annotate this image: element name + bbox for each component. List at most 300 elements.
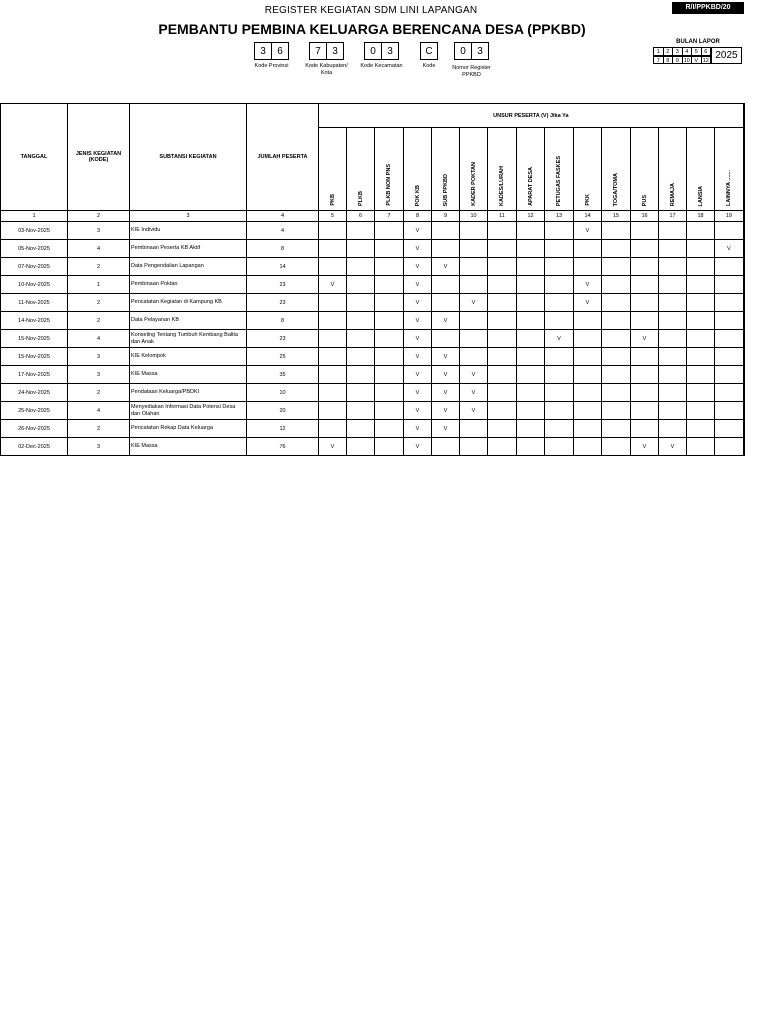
column-number: 12 xyxy=(517,211,545,222)
month-cell: 6 xyxy=(701,47,712,56)
table-row xyxy=(1,420,744,438)
header-unsur-label: LANSIA xyxy=(697,185,704,206)
cell-unsur-mark xyxy=(687,348,715,366)
cell-jenis: 2 xyxy=(68,294,130,312)
cell-unsur-mark xyxy=(432,222,460,240)
cell-unsur-mark xyxy=(517,258,545,276)
cell-unsur-mark xyxy=(319,294,347,312)
cell-unsur-mark: V xyxy=(574,276,602,294)
cell-tanggal: 05-Nov-2025 xyxy=(1,240,68,258)
cell-unsur-mark xyxy=(687,438,715,456)
cell-unsur-mark xyxy=(517,330,545,348)
cell-unsur-mark: V xyxy=(319,438,347,456)
cell-jenis: 2 xyxy=(68,384,130,402)
cell-substansi: Pencatatan Kegiatan di Kampung KB xyxy=(130,294,247,312)
column-number: 5 xyxy=(319,211,347,222)
cell-unsur-mark: V xyxy=(432,312,460,330)
kode-kecamatan xyxy=(360,42,403,69)
cell-unsur-mark: V xyxy=(404,402,432,420)
cell-jenis: 3 xyxy=(68,438,130,456)
cell-unsur-mark xyxy=(460,438,488,456)
cell-unsur-mark xyxy=(375,366,404,384)
code-digit: 0 xyxy=(364,42,382,60)
cell-jumlah: 23 xyxy=(247,330,319,348)
cell-unsur-mark xyxy=(517,294,545,312)
cell-unsur-mark xyxy=(319,348,347,366)
cell-unsur-mark xyxy=(517,222,545,240)
cell-jumlah: 8 xyxy=(247,312,319,330)
month-cell: 4 xyxy=(682,47,693,56)
cell-unsur-mark xyxy=(602,222,631,240)
cell-unsur-mark xyxy=(659,402,687,420)
cell-unsur-mark xyxy=(488,312,517,330)
cell-unsur-mark xyxy=(460,276,488,294)
cell-jenis: 4 xyxy=(68,402,130,420)
cell-unsur-mark xyxy=(375,258,404,276)
cell-unsur-mark xyxy=(687,402,715,420)
cell-unsur-mark xyxy=(687,330,715,348)
cell-unsur-mark xyxy=(659,222,687,240)
header-unsur-column xyxy=(347,128,375,211)
cell-unsur-mark: V xyxy=(404,240,432,258)
table-row xyxy=(1,384,744,402)
header-unsur-column xyxy=(659,128,687,211)
cell-unsur-mark xyxy=(602,330,631,348)
code-label: Kode Kabupaten/ Kota xyxy=(305,63,348,76)
cell-unsur-mark: V xyxy=(432,384,460,402)
cell-substansi: Menyediakan Informasi Data Potensi Desa dan Olahan xyxy=(130,402,247,420)
cell-unsur-mark xyxy=(715,294,744,312)
cell-unsur-mark xyxy=(488,420,517,438)
cell-unsur-mark xyxy=(432,276,460,294)
month-cell: 10 xyxy=(682,56,693,65)
cell-unsur-mark xyxy=(347,330,375,348)
bulan-lapor-title: BULAN LAPOR xyxy=(676,39,720,45)
header-unsur-label: LAINNYA ....... xyxy=(725,170,732,206)
cell-tanggal: 10-Nov-2025 xyxy=(1,276,68,294)
cell-jumlah: 8 xyxy=(247,240,319,258)
cell-jenis: 3 xyxy=(68,348,130,366)
header-jumlah: JUMLAH PESERTA xyxy=(247,104,319,211)
cell-unsur-mark xyxy=(687,420,715,438)
cell-unsur-mark xyxy=(545,402,574,420)
cell-tanggal: 15-Nov-2025 xyxy=(1,348,68,366)
cell-unsur-mark xyxy=(488,258,517,276)
cell-unsur-mark xyxy=(659,294,687,312)
header-unsur-column xyxy=(432,128,460,211)
cell-jenis: 1 xyxy=(68,276,130,294)
cell-tanggal: 17-Nov-2025 xyxy=(1,366,68,384)
header-unsur-label: POK KB xyxy=(414,184,421,206)
header-substansi: SUBTANSI KEGIATAN xyxy=(130,104,247,211)
cell-unsur-mark xyxy=(319,420,347,438)
cell-unsur-mark xyxy=(517,402,545,420)
cell-unsur-mark xyxy=(574,402,602,420)
column-number: 4 xyxy=(247,211,319,222)
cell-unsur-mark xyxy=(347,240,375,258)
cell-unsur-mark xyxy=(602,384,631,402)
code-label: Nomor Register PPKBD xyxy=(452,65,491,78)
cell-unsur-mark xyxy=(602,312,631,330)
cell-unsur-mark xyxy=(545,258,574,276)
column-number: 1 xyxy=(1,211,68,222)
cell-jumlah: 23 xyxy=(247,294,319,312)
cell-unsur-mark: V xyxy=(460,384,488,402)
cell-unsur-mark xyxy=(319,258,347,276)
cell-unsur-mark xyxy=(631,240,659,258)
header-unsur: UNSUR PESERTA (V) Jika Ya xyxy=(319,104,744,128)
table-row xyxy=(1,348,744,366)
cell-unsur-mark xyxy=(517,438,545,456)
cell-unsur-mark xyxy=(602,420,631,438)
table-row xyxy=(1,276,744,294)
cell-unsur-mark: V xyxy=(404,330,432,348)
table-row xyxy=(1,366,744,384)
cell-unsur-mark: V xyxy=(432,366,460,384)
cell-unsur-mark xyxy=(687,294,715,312)
month-cell: 3 xyxy=(672,47,683,56)
cell-jumlah: 35 xyxy=(247,366,319,384)
cell-unsur-mark xyxy=(517,312,545,330)
table-row xyxy=(1,438,744,456)
column-number: 13 xyxy=(545,211,574,222)
header-unsur-column xyxy=(404,128,432,211)
header-unsur-column xyxy=(574,128,602,211)
cell-unsur-mark xyxy=(659,240,687,258)
cell-unsur-mark xyxy=(545,240,574,258)
cell-substansi: Konseling Tentang Tumbuh Kembang Balita dan Anak xyxy=(130,330,247,348)
cell-unsur-mark xyxy=(659,384,687,402)
cell-unsur-mark: V xyxy=(404,222,432,240)
cell-unsur-mark: V xyxy=(460,294,488,312)
cell-unsur-mark xyxy=(460,330,488,348)
month-cell: 8 xyxy=(663,56,674,65)
cell-unsur-mark xyxy=(659,348,687,366)
cell-jumlah: 76 xyxy=(247,438,319,456)
cell-unsur-mark xyxy=(347,222,375,240)
register-title: REGISTER KEGIATAN SDM LINI LAPANGAN xyxy=(264,5,478,16)
code-digit: 0 xyxy=(454,42,472,60)
cell-unsur-mark: V xyxy=(404,276,432,294)
cell-unsur-mark xyxy=(659,258,687,276)
cell-unsur-mark xyxy=(659,330,687,348)
cell-unsur-mark xyxy=(545,294,574,312)
cell-jumlah: 20 xyxy=(247,402,319,420)
cell-unsur-mark xyxy=(460,420,488,438)
cell-unsur-mark xyxy=(375,294,404,312)
cell-unsur-mark xyxy=(602,276,631,294)
cell-unsur-mark xyxy=(715,438,744,456)
cell-unsur-mark xyxy=(517,240,545,258)
header-unsur-label: PKK xyxy=(584,194,591,206)
cell-unsur-mark xyxy=(659,312,687,330)
column-number: 14 xyxy=(574,211,602,222)
cell-unsur-mark: V xyxy=(404,438,432,456)
kode-kabupaten xyxy=(305,42,348,76)
table-row xyxy=(1,258,744,276)
cell-unsur-mark: V xyxy=(404,312,432,330)
cell-unsur-mark xyxy=(545,222,574,240)
cell-unsur-mark: V xyxy=(631,330,659,348)
cell-unsur-mark xyxy=(347,438,375,456)
cell-unsur-mark xyxy=(347,276,375,294)
cell-jumlah: 23 xyxy=(247,276,319,294)
cell-unsur-mark: V xyxy=(545,330,574,348)
cell-unsur-mark xyxy=(687,276,715,294)
cell-unsur-mark xyxy=(631,348,659,366)
code-digit: 3 xyxy=(326,42,344,60)
cell-unsur-mark xyxy=(319,330,347,348)
month-cell: 7 xyxy=(653,56,664,65)
month-cell: 12 xyxy=(701,56,712,65)
cell-unsur-mark xyxy=(319,240,347,258)
cell-unsur-mark xyxy=(631,222,659,240)
column-number: 16 xyxy=(631,211,659,222)
cell-tanggal: 03-Nov-2025 xyxy=(1,222,68,240)
header-tanggal: TANGGAL xyxy=(1,104,68,211)
cell-unsur-mark: V xyxy=(404,294,432,312)
month-cell: 9 xyxy=(672,56,683,65)
header-unsur-column xyxy=(517,128,545,211)
bulan-lapor xyxy=(653,39,743,64)
code-digit: 3 xyxy=(254,42,272,60)
cell-unsur-mark xyxy=(347,294,375,312)
month-cell: 1 xyxy=(653,47,664,56)
cell-unsur-mark xyxy=(631,276,659,294)
cell-unsur-mark: V xyxy=(404,348,432,366)
cell-unsur-mark xyxy=(347,312,375,330)
cell-unsur-mark xyxy=(631,258,659,276)
cell-unsur-mark xyxy=(574,366,602,384)
cell-substansi: KIE Individu xyxy=(130,222,247,240)
cell-jenis: 2 xyxy=(68,420,130,438)
column-number: 7 xyxy=(375,211,404,222)
cell-unsur-mark xyxy=(347,384,375,402)
cell-unsur-mark xyxy=(574,330,602,348)
cell-tanggal: 25-Nov-2025 xyxy=(1,402,68,420)
cell-unsur-mark xyxy=(488,384,517,402)
cell-unsur-mark xyxy=(602,366,631,384)
cell-substansi: Pendataan Keluarga/PBDKI xyxy=(130,384,247,402)
cell-substansi: KIE Kelompok xyxy=(130,348,247,366)
header-jenis: JENIS KEGIATAN (KODE) xyxy=(68,104,130,211)
cell-unsur-mark: V xyxy=(432,348,460,366)
header-unsur-label: PUS xyxy=(641,194,648,206)
code-digit: 6 xyxy=(271,42,289,60)
cell-unsur-mark xyxy=(347,258,375,276)
column-number: 18 xyxy=(687,211,715,222)
cell-unsur-mark: V xyxy=(319,276,347,294)
month-cells xyxy=(653,47,710,64)
cell-unsur-mark: V xyxy=(460,366,488,384)
column-number: 17 xyxy=(659,211,687,222)
cell-unsur-mark: V xyxy=(404,384,432,402)
header-unsur-column xyxy=(687,128,715,211)
cell-unsur-mark xyxy=(574,258,602,276)
cell-unsur-mark xyxy=(545,438,574,456)
cell-unsur-mark xyxy=(687,222,715,240)
header-unsur-column xyxy=(460,128,488,211)
cell-unsur-mark xyxy=(319,312,347,330)
cell-jenis: 2 xyxy=(68,258,130,276)
cell-unsur-mark xyxy=(432,240,460,258)
header-unsur-label: PKB xyxy=(329,194,336,206)
header-unsur-column xyxy=(488,128,517,211)
cell-jumlah: 25 xyxy=(247,348,319,366)
table-row xyxy=(1,312,744,330)
header-unsur-label: APARAT DESA xyxy=(527,167,534,206)
cell-unsur-mark xyxy=(488,276,517,294)
cell-unsur-mark xyxy=(375,222,404,240)
cell-unsur-mark xyxy=(574,438,602,456)
month-cell: 5 xyxy=(691,47,702,56)
cell-unsur-mark xyxy=(545,384,574,402)
cell-unsur-mark xyxy=(574,348,602,366)
cell-unsur-mark xyxy=(488,222,517,240)
form-code-badge: R/I/PPKBD/20 xyxy=(672,2,744,14)
cell-unsur-mark xyxy=(517,366,545,384)
cell-unsur-mark: V xyxy=(715,240,744,258)
kode xyxy=(420,42,438,69)
header-unsur-label: SUB PPKBD xyxy=(442,173,449,206)
table-row xyxy=(1,222,744,240)
cell-unsur-mark xyxy=(659,420,687,438)
cell-unsur-mark xyxy=(319,366,347,384)
cell-unsur-mark xyxy=(347,420,375,438)
cell-unsur-mark xyxy=(432,438,460,456)
cell-unsur-mark xyxy=(715,312,744,330)
header-unsur-label: PLKB NON PNS xyxy=(386,164,392,206)
kode-provinsi xyxy=(254,42,289,69)
cell-unsur-mark xyxy=(631,312,659,330)
cell-unsur-mark xyxy=(715,330,744,348)
activity-table xyxy=(0,103,745,456)
cell-unsur-mark xyxy=(715,366,744,384)
cell-unsur-mark xyxy=(659,276,687,294)
cell-unsur-mark xyxy=(319,222,347,240)
header-unsur-column xyxy=(715,128,744,211)
cell-unsur-mark xyxy=(517,348,545,366)
cell-unsur-mark xyxy=(687,384,715,402)
cell-unsur-mark xyxy=(602,240,631,258)
cell-unsur-mark xyxy=(687,366,715,384)
cell-unsur-mark xyxy=(319,402,347,420)
table-row xyxy=(1,330,744,348)
cell-unsur-mark: V xyxy=(432,402,460,420)
header-unsur-label: TOGA/TOMA xyxy=(613,172,619,206)
cell-unsur-mark xyxy=(687,258,715,276)
cell-unsur-mark xyxy=(517,384,545,402)
cell-jumlah: 4 xyxy=(247,222,319,240)
cell-unsur-mark: V xyxy=(404,366,432,384)
table-row xyxy=(1,240,744,258)
cell-unsur-mark xyxy=(375,330,404,348)
header-unsur-label: REMAJA xyxy=(669,182,676,206)
cell-unsur-mark xyxy=(631,402,659,420)
cell-unsur-mark xyxy=(347,348,375,366)
cell-jumlah: 10 xyxy=(247,384,319,402)
cell-unsur-mark xyxy=(460,222,488,240)
header-unsur-label: PLKB xyxy=(357,191,364,206)
cell-unsur-mark xyxy=(602,294,631,312)
cell-unsur-mark xyxy=(460,312,488,330)
column-number: 8 xyxy=(404,211,432,222)
cell-tanggal: 11-Nov-2025 xyxy=(1,294,68,312)
cell-substansi: Pembinaan Peserta KB Aktif xyxy=(130,240,247,258)
cell-substansi: Data Pelayanan KB xyxy=(130,312,247,330)
cell-unsur-mark xyxy=(687,240,715,258)
header-unsur-column xyxy=(631,128,659,211)
code-digit: 3 xyxy=(471,42,489,60)
cell-unsur-mark xyxy=(375,276,404,294)
code-label: Kode Kecamatan xyxy=(360,63,403,69)
code-digit: C xyxy=(420,42,438,60)
cell-unsur-mark xyxy=(375,438,404,456)
code-digit: 7 xyxy=(309,42,327,60)
cell-unsur-mark xyxy=(574,420,602,438)
cell-unsur-mark xyxy=(460,258,488,276)
cell-unsur-mark xyxy=(488,240,517,258)
cell-tanggal: 24-Nov-2025 xyxy=(1,384,68,402)
cell-unsur-mark xyxy=(545,420,574,438)
column-number: 19 xyxy=(715,211,744,222)
cell-unsur-mark: V xyxy=(404,420,432,438)
cell-unsur-mark xyxy=(375,348,404,366)
cell-unsur-mark: V xyxy=(460,402,488,420)
cell-unsur-mark xyxy=(488,402,517,420)
cell-unsur-mark: V xyxy=(574,294,602,312)
header-unsur-label: KADES/LURAH xyxy=(499,165,505,206)
cell-unsur-mark xyxy=(602,348,631,366)
column-number: 10 xyxy=(460,211,488,222)
cell-unsur-mark xyxy=(545,312,574,330)
cell-unsur-mark xyxy=(631,384,659,402)
column-number: 9 xyxy=(432,211,460,222)
column-number: 6 xyxy=(347,211,375,222)
cell-unsur-mark xyxy=(488,330,517,348)
cell-unsur-mark xyxy=(545,348,574,366)
cell-unsur-mark xyxy=(715,258,744,276)
month-cell: V xyxy=(691,56,702,65)
cell-unsur-mark xyxy=(517,276,545,294)
cell-unsur-mark xyxy=(488,294,517,312)
cell-jumlah: 14 xyxy=(247,258,319,276)
cell-substansi: Pencatatan Rekap Data Keluarga xyxy=(130,420,247,438)
cell-unsur-mark xyxy=(715,348,744,366)
header-unsur-column xyxy=(602,128,631,211)
cell-unsur-mark xyxy=(517,420,545,438)
cell-unsur-mark: V xyxy=(574,222,602,240)
cell-substansi: Data Pengendalian Lapangan xyxy=(130,258,247,276)
header-unsur-column xyxy=(319,128,347,211)
header-unsur-label: KADER POKTAN xyxy=(470,162,477,206)
cell-unsur-mark xyxy=(602,258,631,276)
cell-unsur-mark xyxy=(375,240,404,258)
cell-substansi: KIE Massa xyxy=(130,438,247,456)
code-label: Kode xyxy=(422,63,436,69)
column-number: 3 xyxy=(130,211,247,222)
cell-unsur-mark xyxy=(631,366,659,384)
cell-jenis: 3 xyxy=(68,222,130,240)
cell-unsur-mark: V xyxy=(432,258,460,276)
column-number: 15 xyxy=(602,211,631,222)
cell-substansi: Pembinaan Poktan xyxy=(130,276,247,294)
cell-jumlah: 12 xyxy=(247,420,319,438)
cell-tanggal: 14-Nov-2025 xyxy=(1,312,68,330)
cell-jenis: 2 xyxy=(68,312,130,330)
cell-unsur-mark xyxy=(715,276,744,294)
cell-unsur-mark xyxy=(715,384,744,402)
